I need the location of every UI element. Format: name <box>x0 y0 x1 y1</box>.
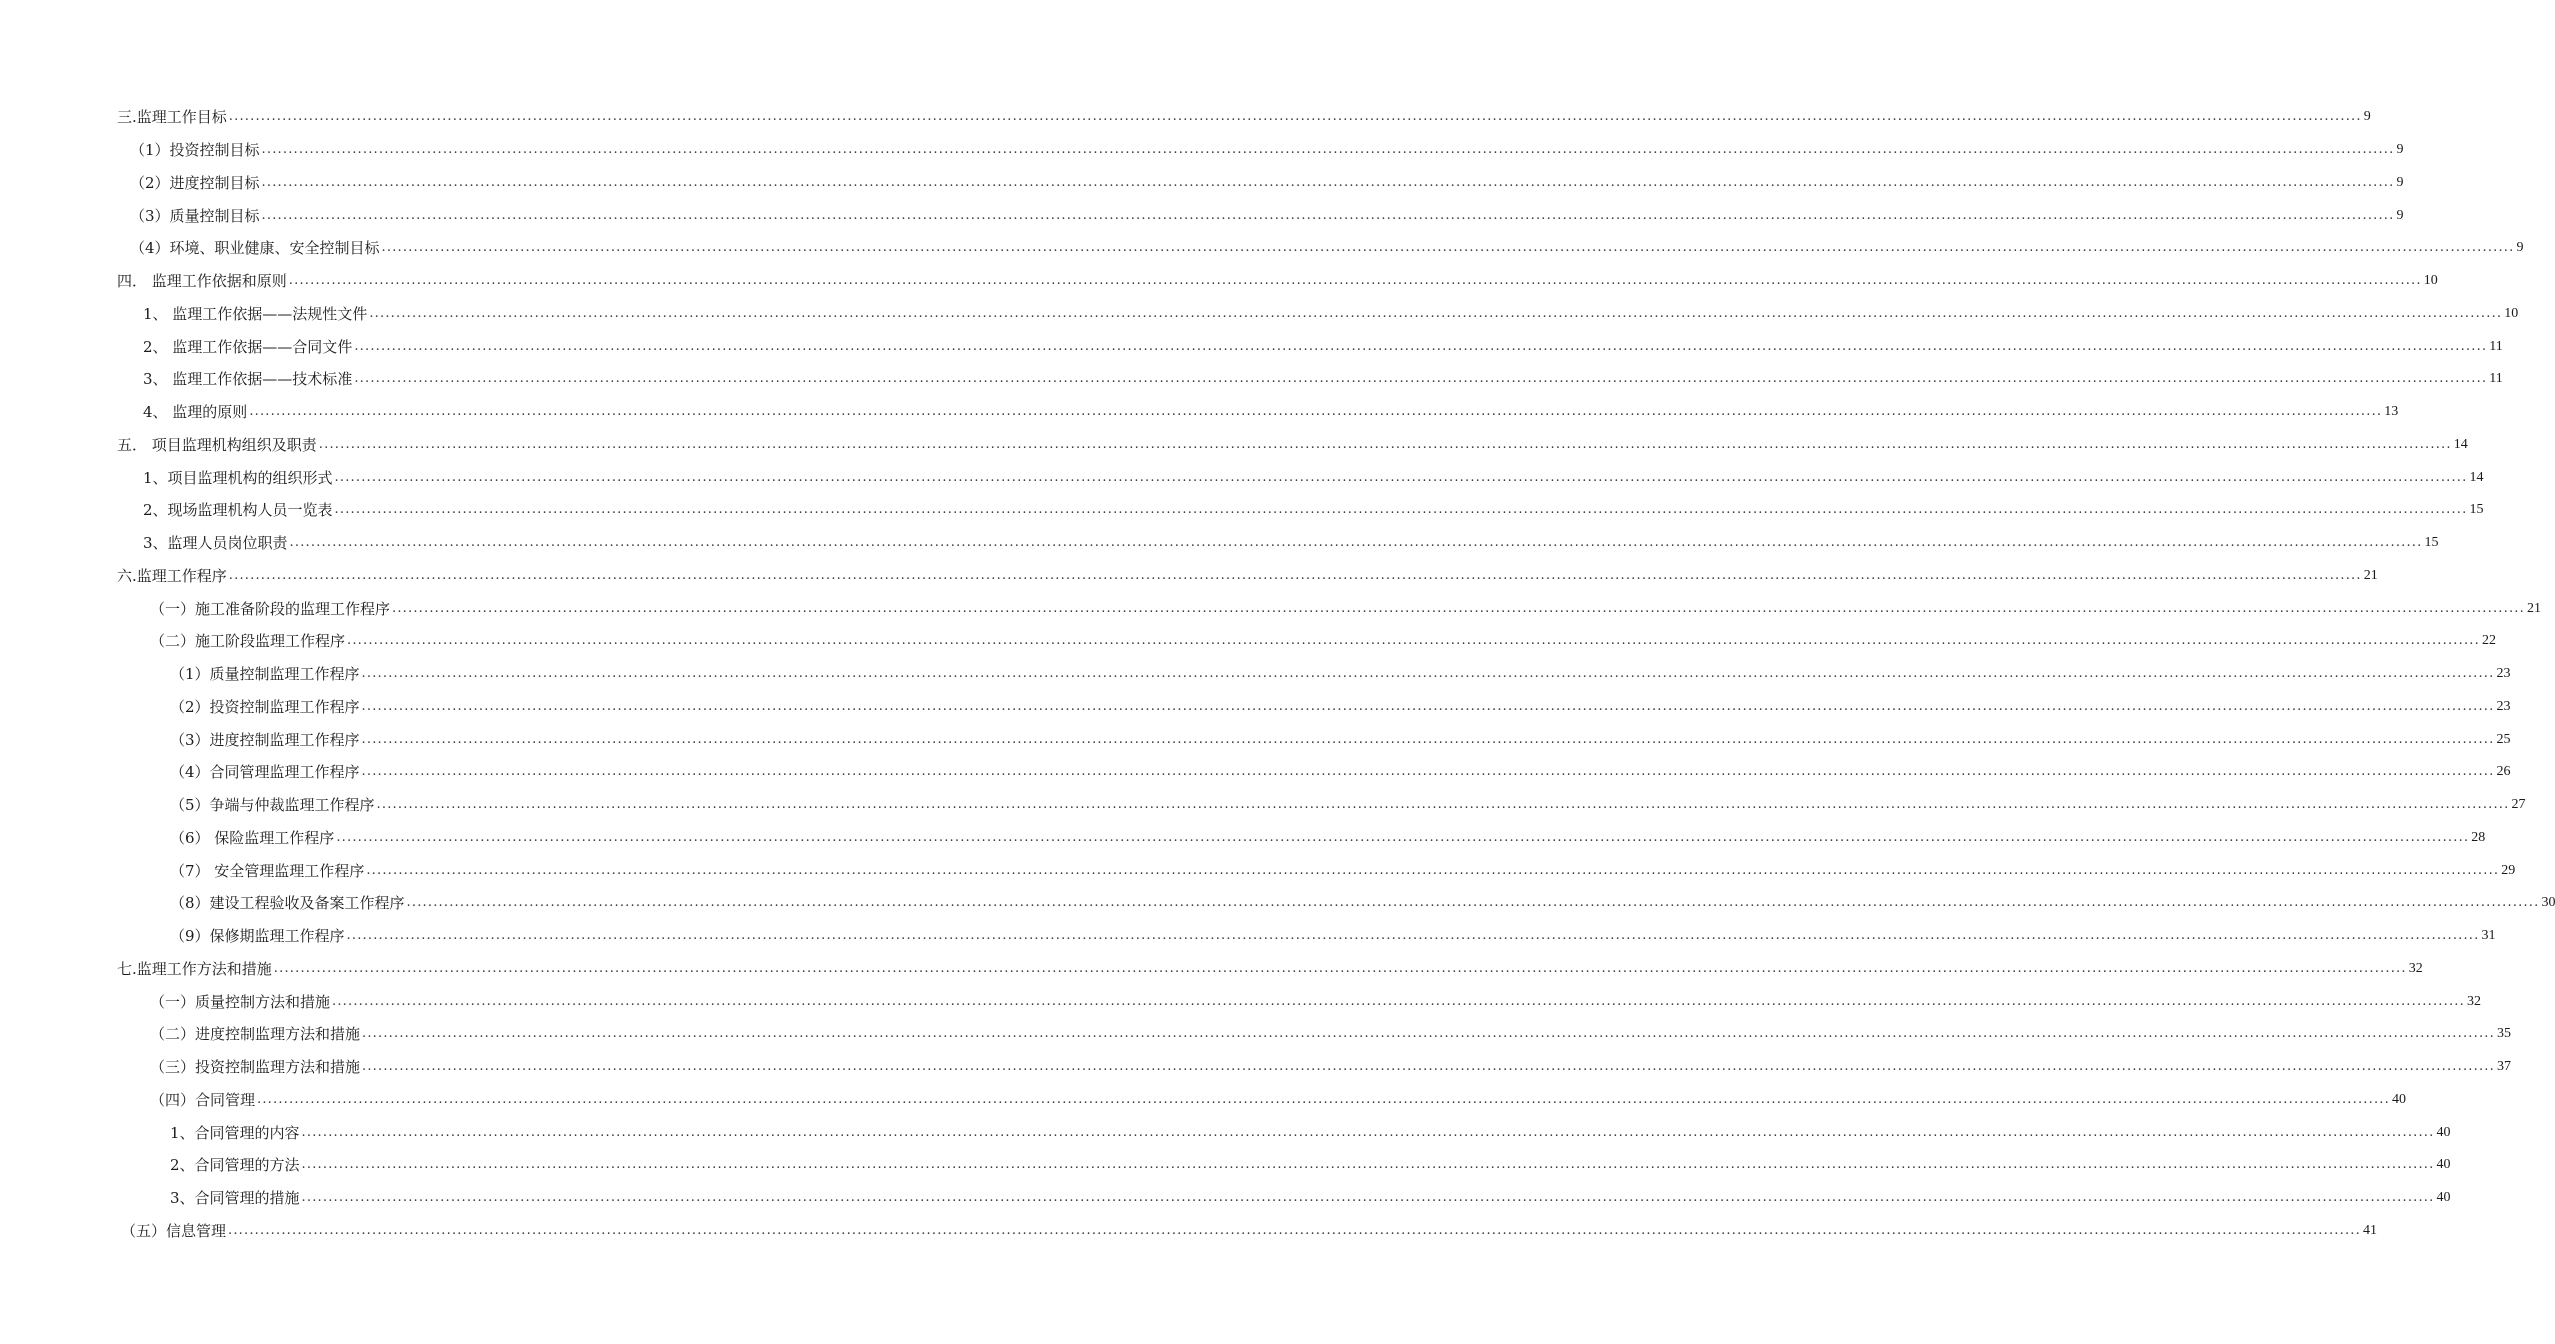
toc-leader-dots: ................................................................................................................................................................................................................................................................................................................................................................................................................ <box>362 1026 2495 1042</box>
toc-entry-page: 22 <box>2481 633 2496 649</box>
toc-entry-title: 七.监理工作方法和措施 <box>117 959 272 978</box>
toc-leader-dots: ................................................................................................................................................................................................................................................................................................................................................................................................................ <box>392 600 2525 616</box>
toc-entry-page: 10 <box>2504 305 2519 321</box>
toc-leader-dots: ................................................................................................................................................................................................................................................................................................................................................................................................................ <box>347 633 2480 649</box>
toc-entry[interactable] <box>0 920 2496 953</box>
toc-entry-title: （4）合同管理监理工作程序 <box>170 763 360 782</box>
toc-leader-dots: ................................................................................................................................................................................................................................................................................................................................................................................................................ <box>354 338 2488 354</box>
toc-entry-page: 40 <box>2436 1124 2451 1140</box>
toc-entry-page: 41 <box>2362 1222 2377 1238</box>
toc-entry[interactable] <box>0 199 2404 232</box>
toc-leader-dots: ................................................................................................................................................................................................................................................................................................................................................................................................................ <box>261 174 2395 190</box>
toc-leader-dots: ................................................................................................................................................................................................................................................................................................................................................................................................................ <box>354 371 2488 387</box>
toc-entry-title: （7） 安全管理监理工作程序 <box>170 861 365 880</box>
toc-entry[interactable] <box>0 723 2511 756</box>
toc-entry[interactable] <box>0 1215 2377 1248</box>
toc-leader-dots: ................................................................................................................................................................................................................................................................................................................................................................................................................ <box>362 1059 2495 1075</box>
toc-leader-dots: ................................................................................................................................................................................................................................................................................................................................................................................................................ <box>301 1157 2435 1173</box>
toc-entry-page: 30 <box>2541 895 2555 911</box>
toc-entry-page: 31 <box>2481 928 2496 944</box>
toc-entry-page: 11 <box>2489 338 2503 354</box>
toc-entry-page: 9 <box>2396 207 2404 223</box>
toc-entry-page: 25 <box>2496 731 2511 747</box>
toc-entry-title: 3、监理人员岗位职责 <box>143 534 288 553</box>
toc-entry-page: 37 <box>2496 1059 2511 1075</box>
toc-entry-title: （4）环境、职业健康、安全控制目标 <box>130 239 380 258</box>
toc-entry-title: （2）投资控制监理工作程序 <box>170 697 360 716</box>
toc-entry-title: 五． 项目监理机构组织及职责 <box>117 435 317 454</box>
toc-leader-dots: ................................................................................................................................................................................................................................................................................................................................................................................................................ <box>288 273 2422 289</box>
toc-entry[interactable] <box>0 1182 2451 1215</box>
toc-leader-dots: ................................................................................................................................................................................................................................................................................................................................................................................................................ <box>318 436 2452 452</box>
toc-entry-page: 9 <box>2396 142 2404 158</box>
toc-leader-dots: ................................................................................................................................................................................................................................................................................................................................................................................................................ <box>249 404 2383 420</box>
toc-entry-title: 1、项目监理机构的组织形式 <box>143 468 333 487</box>
toc-entry-page: 21 <box>2363 567 2378 583</box>
toc-entry-title: （9）保修期监理工作程序 <box>170 927 345 946</box>
toc-entry-page: 32 <box>2408 960 2423 976</box>
toc-entry-title: （五）信息管理 <box>121 1221 227 1240</box>
toc-entry-page: 21 <box>2526 600 2541 616</box>
toc-entry[interactable] <box>0 1018 2511 1051</box>
toc-leader-dots: ................................................................................................................................................................................................................................................................................................................................................................................................................ <box>334 502 2468 518</box>
toc-leader-dots: ................................................................................................................................................................................................................................................................................................................................................................................................................ <box>228 567 2362 583</box>
toc-leader-dots: ................................................................................................................................................................................................................................................................................................................................................................................................................ <box>361 666 2495 682</box>
toc-entry[interactable] <box>0 1084 2406 1117</box>
toc-entry[interactable] <box>0 822 2486 855</box>
toc-entry-page: 23 <box>2496 698 2511 714</box>
toc-entry-title: （四）合同管理 <box>150 1090 256 1109</box>
toc-leader-dots: ................................................................................................................................................................................................................................................................................................................................................................................................................ <box>228 109 2362 125</box>
toc-entry-page: 26 <box>2496 764 2511 780</box>
toc-entry-title: （二）进度控制监理方法和措施 <box>150 1025 361 1044</box>
toc-entry[interactable] <box>0 756 2511 789</box>
toc-entry-page: 9 <box>2396 174 2404 190</box>
toc-leader-dots: ................................................................................................................................................................................................................................................................................................................................................................................................................ <box>301 1124 2435 1140</box>
toc-entry-page: 15 <box>2424 535 2439 551</box>
toc-entry-title: （1）投资控制目标 <box>130 141 260 160</box>
toc-leader-dots: ................................................................................................................................................................................................................................................................................................................................................................................................................ <box>334 469 2468 485</box>
toc-leader-dots: ................................................................................................................................................................................................................................................................................................................................................................................................................ <box>228 1222 2361 1238</box>
toc-entry-title: 四． 监理工作依据和原则 <box>117 272 287 291</box>
toc-entry-page: 27 <box>2511 797 2526 813</box>
toc-entry[interactable] <box>0 134 2404 167</box>
toc-entry-page: 10 <box>2423 273 2438 289</box>
toc-leader-dots: ................................................................................................................................................................................................................................................................................................................................................................................................................ <box>346 928 2480 944</box>
table-of-contents <box>0 101 2555 1247</box>
toc-entry-page: 29 <box>2501 862 2516 878</box>
toc-entry[interactable] <box>0 232 2524 265</box>
toc-leader-dots: ................................................................................................................................................................................................................................................................................................................................................................................................................ <box>376 797 2510 813</box>
toc-entry[interactable] <box>0 330 2503 363</box>
toc-entry[interactable] <box>0 429 2468 462</box>
toc-entry[interactable] <box>0 854 2516 887</box>
toc-entry-title: （8）建设工程验收及备案工作程序 <box>170 894 405 913</box>
toc-entry-page: 15 <box>2469 502 2484 518</box>
toc-entry-title: 1、 监理工作依据——法规性文件 <box>143 304 368 323</box>
toc-entry-title: 2、 监理工作依据——合同文件 <box>143 337 353 356</box>
toc-entry[interactable] <box>0 1116 2451 1149</box>
toc-entry-title: 2、合同管理的方法 <box>170 1156 300 1175</box>
toc-entry-page: 14 <box>2453 436 2468 452</box>
toc-entry[interactable] <box>0 953 2423 986</box>
toc-entry[interactable] <box>0 560 2378 593</box>
toc-entry-title: 1、合同管理的内容 <box>170 1123 300 1142</box>
toc-entry-title: （二）施工阶段监理工作程序 <box>150 632 346 651</box>
toc-entry-page: 28 <box>2471 829 2486 845</box>
toc-entry-page: 40 <box>2436 1190 2451 1206</box>
toc-entry[interactable] <box>0 1051 2511 1084</box>
toc-entry-page: 23 <box>2496 666 2511 682</box>
toc-entry[interactable] <box>0 167 2404 200</box>
toc-leader-dots: ................................................................................................................................................................................................................................................................................................................................................................................................................ <box>366 862 2500 878</box>
toc-entry-page: 40 <box>2436 1157 2451 1173</box>
toc-leader-dots: ................................................................................................................................................................................................................................................................................................................................................................................................................ <box>361 698 2495 714</box>
toc-entry[interactable] <box>0 625 2496 658</box>
toc-leader-dots: ................................................................................................................................................................................................................................................................................................................................................................................................................ <box>289 535 2423 551</box>
toc-leader-dots: ................................................................................................................................................................................................................................................................................................................................................................................................................ <box>261 207 2395 223</box>
toc-entry-page: 9 <box>2516 240 2524 256</box>
toc-leader-dots: ................................................................................................................................................................................................................................................................................................................................................................................................................ <box>332 993 2465 1009</box>
toc-entry-page: 13 <box>2384 404 2399 420</box>
toc-entry[interactable] <box>0 887 2555 920</box>
toc-leader-dots: ................................................................................................................................................................................................................................................................................................................................................................................................................ <box>301 1190 2435 1206</box>
toc-entry-title: 3、合同管理的措施 <box>170 1189 300 1208</box>
toc-leader-dots: ................................................................................................................................................................................................................................................................................................................................................................................................................ <box>257 1091 2390 1107</box>
toc-entry[interactable] <box>0 396 2399 429</box>
toc-leader-dots: ................................................................................................................................................................................................................................................................................................................................................................................................................ <box>369 305 2503 321</box>
toc-entry[interactable] <box>0 298 2519 331</box>
toc-entry[interactable] <box>0 691 2511 724</box>
toc-entry-title: （3）质量控制目标 <box>130 206 260 225</box>
toc-entry-page: 14 <box>2469 469 2484 485</box>
toc-entry-title: 3、 监理工作依据——技术标准 <box>143 370 353 389</box>
toc-entry-title: 4、 监理的原则 <box>143 403 248 422</box>
toc-leader-dots: ................................................................................................................................................................................................................................................................................................................................................................................................................ <box>361 731 2495 747</box>
toc-entry[interactable] <box>0 494 2484 527</box>
toc-leader-dots: ................................................................................................................................................................................................................................................................................................................................................................................................................ <box>261 142 2395 158</box>
toc-entry-page: 35 <box>2496 1026 2511 1042</box>
toc-entry-title: （一）施工准备阶段的监理工作程序 <box>150 599 391 618</box>
toc-entry-title: 2、现场监理机构人员一览表 <box>143 501 333 520</box>
toc-leader-dots: ................................................................................................................................................................................................................................................................................................................................................................................................................ <box>336 829 2470 845</box>
toc-entry[interactable] <box>0 658 2511 691</box>
toc-entry-title: （5）争端与仲裁监理工作程序 <box>170 796 375 815</box>
toc-entry[interactable] <box>0 985 2481 1018</box>
toc-leader-dots: ................................................................................................................................................................................................................................................................................................................................................................................................................ <box>406 895 2540 911</box>
toc-leader-dots: ................................................................................................................................................................................................................................................................................................................................................................................................................ <box>361 764 2495 780</box>
toc-entry[interactable] <box>0 592 2541 625</box>
toc-entry[interactable] <box>0 265 2438 298</box>
toc-entry-title: 三.监理工作目标 <box>117 108 227 127</box>
toc-leader-dots: ................................................................................................................................................................................................................................................................................................................................................................................................................ <box>381 240 2515 256</box>
toc-entry-page: 11 <box>2489 371 2503 387</box>
toc-leader-dots: ................................................................................................................................................................................................................................................................................................................................................................................................................ <box>273 960 2407 976</box>
toc-entry[interactable] <box>0 461 2484 494</box>
toc-entry-title: （6） 保险监理工作程序 <box>170 828 335 847</box>
toc-entry-title: （三）投资控制监理方法和措施 <box>150 1058 361 1077</box>
toc-entry[interactable] <box>0 1149 2451 1182</box>
toc-entry[interactable] <box>0 363 2503 396</box>
toc-entry[interactable] <box>0 101 2371 134</box>
toc-entry-page: 9 <box>2363 109 2371 125</box>
toc-entry[interactable] <box>0 527 2439 560</box>
toc-entry-title: （2）进度控制目标 <box>130 173 260 192</box>
toc-entry-title: 六.监理工作程序 <box>117 566 227 585</box>
toc-entry-title: （3）进度控制监理工作程序 <box>170 730 360 749</box>
toc-entry-page: 40 <box>2391 1091 2406 1107</box>
toc-entry[interactable] <box>0 789 2526 822</box>
toc-entry-title: （1）质量控制监理工作程序 <box>170 665 360 684</box>
toc-entry-page: 32 <box>2466 993 2481 1009</box>
toc-entry-title: （一）质量控制方法和措施 <box>150 992 331 1011</box>
